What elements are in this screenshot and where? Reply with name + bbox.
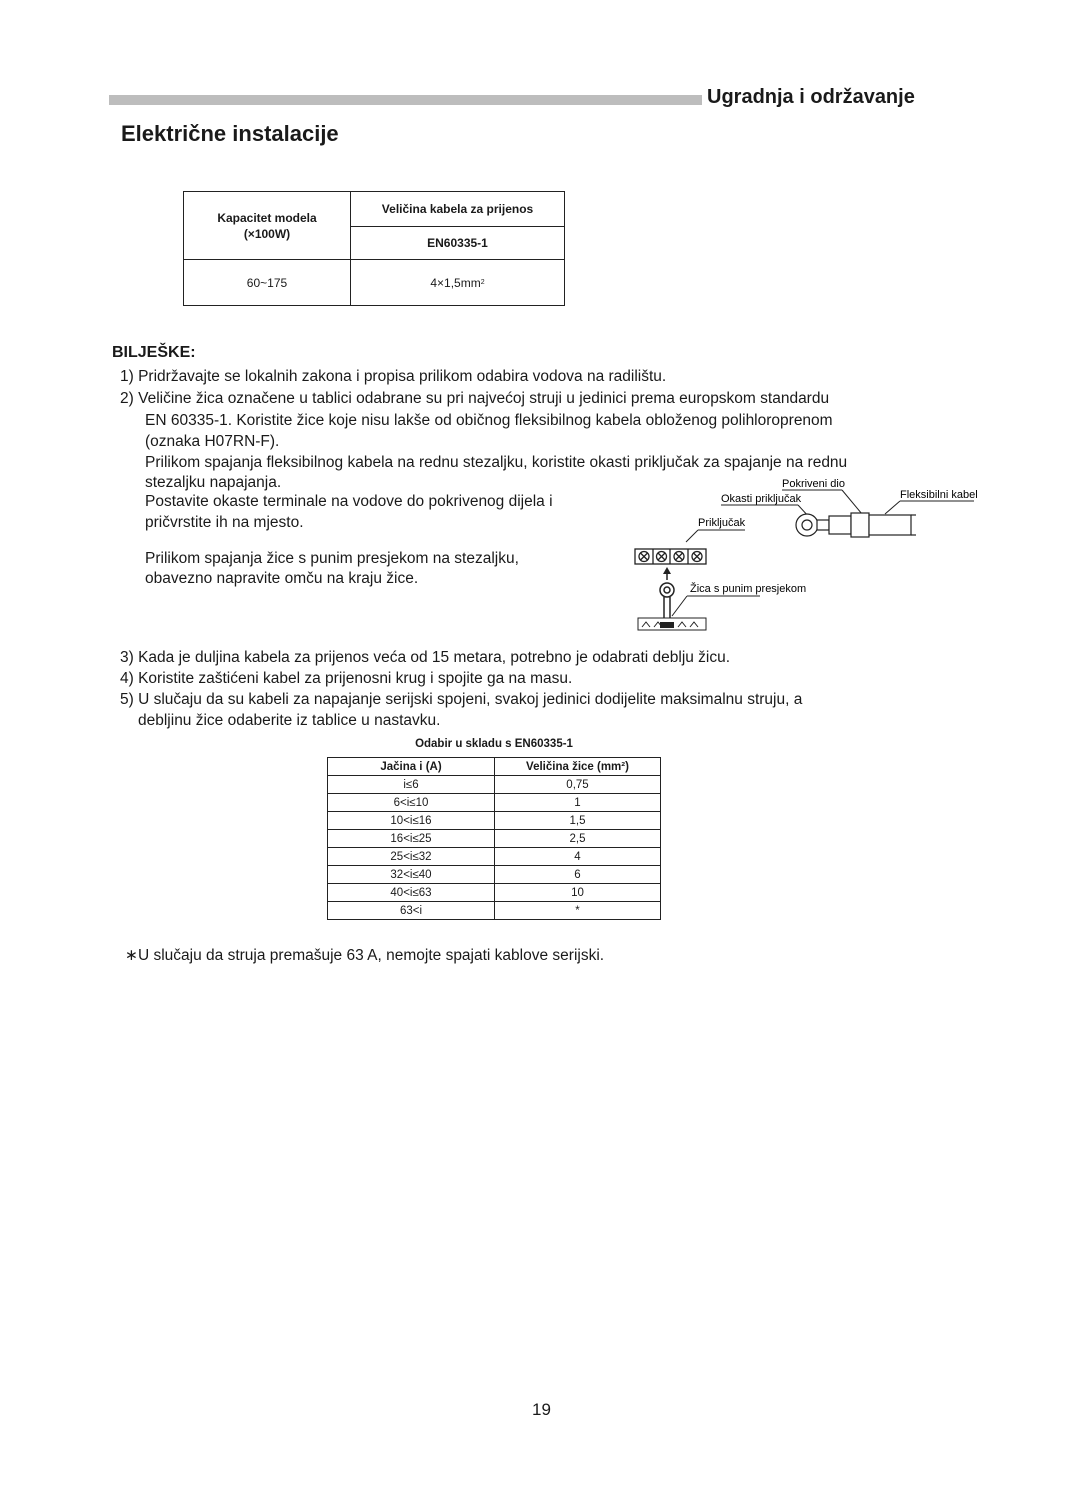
current-cell: i≤6	[328, 776, 495, 794]
cable-size-text: 4×1,5mm	[430, 275, 481, 290]
capacity-header	[184, 192, 350, 259]
notes-title: BILJEŠKE:	[112, 344, 196, 361]
table-row	[328, 884, 661, 902]
current-cell: 6<i≤10	[328, 794, 495, 812]
header-bar	[109, 95, 702, 105]
note-2-line-4: Prilikom spajanja fleksibilnog kabela na rednu stezaljku, koristite okasti priključak za spajanje na rednu	[145, 454, 848, 471]
covered-part-label: Pokriveni dio	[782, 478, 845, 490]
wire-size-table	[327, 757, 661, 920]
table-row	[328, 902, 661, 920]
note-2-line-6: Postavite okaste terminale na vodove do pokrivenog dijela i	[145, 493, 553, 510]
table-row	[328, 812, 661, 830]
table-row	[328, 794, 661, 812]
current-cell: 32<i≤40	[328, 866, 495, 884]
section-title: Ugradnja i održavanje	[707, 86, 915, 108]
standard-subheader: EN60335-1	[427, 236, 488, 250]
solid-wire-label: Žica s punim presjekom	[690, 583, 807, 595]
table-row	[328, 866, 661, 884]
size-cell: 6	[495, 866, 661, 884]
table-row	[328, 848, 661, 866]
size-cell: 10	[495, 884, 661, 902]
size-cell: *	[495, 902, 661, 920]
capacity-value: 60~175	[246, 275, 288, 290]
note-2-line-7: pričvrstite ih na mjesto.	[145, 514, 304, 531]
wire-size-header: Veličina žice (mm²)	[495, 758, 661, 776]
note-3: 3) Kada je duljina kabela za prijenos veća od 15 metara, potrebno je odabrati deblju žicu.	[120, 649, 731, 666]
note-2-line-2: EN 60335-1. Koristite žice koje nisu lakše od običnog fleksibilnog kabela obloženog polihloroprenom	[145, 412, 833, 429]
note-4: 4) Koristite zaštićeni kabel za prijenosni krug i spojite ga na masu.	[120, 670, 573, 687]
note-2-line-3: (oznaka H07RN-F).	[145, 433, 280, 450]
size-cell: 4	[495, 848, 661, 866]
footnote: ∗U slučaju da struja premašuje 63 A, nemojte spajati kablove serijski.	[125, 947, 605, 964]
note-5-line-1: 5) U slučaju da su kabeli za napajanje serijski spojeni, svakoj jedinici dodijelite maksimalnu struju, a	[120, 691, 803, 708]
cable-size-value	[351, 260, 564, 305]
terminal-label: Priključak	[698, 517, 746, 529]
note-2-line-9: obavezno napravite omču na kraju žice.	[145, 570, 419, 587]
wire-table-caption: Odabir u skladu s EN60335-1	[415, 738, 573, 750]
note-5-line-2: debljinu žice odaberite iz tablice u nastavku.	[138, 712, 441, 729]
page-title: Električne instalacije	[121, 121, 339, 146]
current-header: Jačina i (A)	[328, 758, 495, 776]
current-cell: 25<i≤32	[328, 848, 495, 866]
current-cell: 40<i≤63	[328, 884, 495, 902]
table-row	[328, 830, 661, 848]
cable-size-header: Veličina kabela za prijenos	[381, 202, 534, 216]
page-number: 19	[532, 1400, 551, 1419]
capacity-header-line2: (×100W)	[243, 226, 291, 241]
wiring-diagram	[630, 476, 980, 636]
size-cell: 2,5	[495, 830, 661, 848]
flexible-cable-label: Fleksibilni kabel	[900, 489, 978, 501]
current-cell: 10<i≤16	[328, 812, 495, 830]
note-1: 1) Pridržavajte se lokalnih zakona i propisa prilikom odabira vodova na radilištu.	[120, 368, 667, 385]
note-2-line-5: stezaljku napajanja.	[145, 474, 282, 491]
ring-terminal-label: Okasti priključak	[721, 493, 802, 505]
cable-size-table	[183, 191, 565, 306]
capacity-header-line1: Kapacitet modela	[217, 210, 317, 225]
note-2-line-1: 2) Veličine žica označene u tablici odabrane su pri najvećoj struji u jedinici prema europskom standardu	[120, 390, 830, 407]
current-cell: 16<i≤25	[328, 830, 495, 848]
size-cell: 0,75	[495, 776, 661, 794]
size-cell: 1,5	[495, 812, 661, 830]
current-cell: 63<i	[328, 902, 495, 920]
table-row	[328, 776, 661, 794]
size-cell: 1	[495, 794, 661, 812]
note-2-line-8: Prilikom spajanja žice s punim presjekom na stezaljku,	[145, 550, 519, 567]
cable-size-sup: 2	[480, 279, 485, 286]
